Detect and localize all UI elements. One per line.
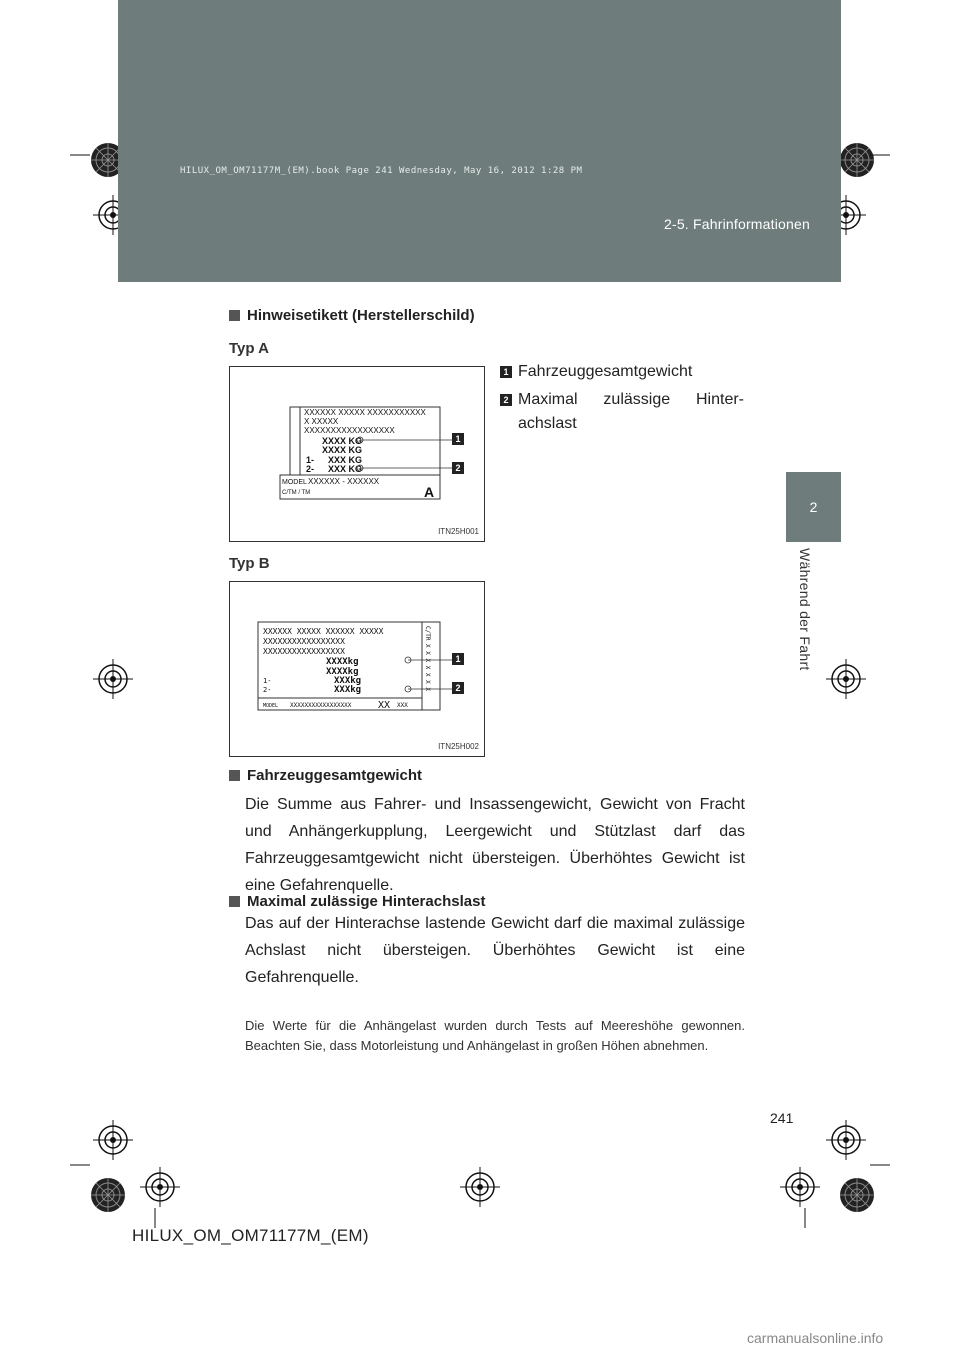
note-text: Die Werte für die Anhängelast wurden durch Tests auf Meereshöhe gewonnen. Beachten Sie, dass Motorleistung und Anhängelast in großen Höhen abnehmen.	[245, 1018, 745, 1053]
registration-mark-icon	[93, 659, 133, 699]
footer-doc-id: HILUX_OM_OM71177M_(EM)	[132, 1226, 369, 1245]
color-target-icon	[91, 1178, 125, 1212]
label-plate-b	[230, 582, 484, 756]
plate-text-line: X XXXXX	[304, 417, 339, 426]
plate-axle-prefix: 2-	[263, 686, 272, 694]
square-bullet-icon	[229, 896, 240, 907]
plate-model-value: XXXXXX - XXXXXX	[308, 477, 380, 486]
registration-mark-icon	[826, 659, 866, 699]
plate-model-xx: XX	[378, 700, 391, 711]
plate-axle-prefix: 1-	[306, 455, 315, 465]
chapter-title: Während der Fahrt	[797, 548, 813, 671]
registration-mark-icon	[93, 1120, 133, 1160]
section-title: 2-5. Fahrinformationen	[663, 216, 810, 232]
label-section-heading: Hinweisetikett (Herstellerschild)	[229, 307, 475, 324]
watermark: carmanualsonline.info	[747, 1330, 884, 1346]
plate-axle-prefix: 2-	[306, 464, 315, 474]
plate-weight-line: XXXX KG	[322, 436, 363, 446]
label-plate-a	[230, 367, 484, 541]
plate-text-line: XXXXXXXXXXXXXXXXX	[304, 426, 395, 435]
plate-model-value: XXXXXXXXXXXXXXXXX	[290, 702, 352, 709]
color-target-icon	[840, 143, 874, 177]
plate-weight-line: XXXkg	[334, 685, 362, 695]
plate-weight-line: XXX KG	[328, 464, 363, 474]
square-bullet-icon	[229, 310, 240, 321]
figure-type-b	[229, 581, 485, 757]
plate-weight-line: XXX KG	[328, 455, 363, 465]
callout-1: 1	[452, 433, 464, 445]
callout-2: 2	[452, 682, 464, 694]
legend-item: 2 Maximal zulässige Hinter-achslast	[500, 388, 744, 436]
callout-1: 1	[452, 653, 464, 665]
plate-weight-line: XXXXkg	[326, 657, 359, 667]
plate-side-code: C/TR X X X X X X X	[424, 626, 431, 692]
color-target-icon	[840, 1178, 874, 1212]
plate-text-line: XXXXXXXXXXXXXXXXX	[263, 647, 345, 656]
plate-text-line: XXXXXX XXXXX XXXXXX XXXXX	[263, 627, 384, 636]
plate-weight-line: XXXXkg	[326, 667, 359, 677]
legend-item: 1 Fahrzeuggesamtgewicht	[500, 360, 744, 384]
registration-mark-icon	[780, 1167, 820, 1207]
figure-code: ITN25H001	[438, 527, 479, 536]
plate-corner-letter: A	[424, 484, 435, 500]
plate-text-line: XXXXXXXXXXXXXXXXX	[263, 637, 345, 646]
plate-text-line: XXXXXX XXXXX XXXXXXXXXXX	[304, 408, 426, 417]
plate-tm-text: C/TM / TM	[282, 490, 311, 496]
plate-axle-prefix: 1-	[263, 677, 272, 685]
figure-legend	[500, 360, 744, 436]
plate-weight-line: XXXX KG	[322, 445, 363, 455]
registration-mark-icon	[140, 1167, 180, 1207]
section-paragraph: Das auf der Hinterachse lastende Gewicht darf die maximal zulässige Achslast nicht übersteigen. Überhöhtes Gewicht ist eine Gefahrenquelle.	[245, 915, 745, 986]
page-header-band	[118, 0, 841, 282]
callout-2: 2	[452, 462, 464, 474]
type-a-label: Typ A	[229, 340, 269, 357]
section-heading: Maximal zulässige Hinterachslast	[229, 893, 485, 910]
type-b-label: Typ B	[229, 555, 270, 572]
plate-weight-line: XXXkg	[334, 676, 362, 686]
registration-mark-icon	[826, 1120, 866, 1160]
figure-type-a	[229, 366, 485, 542]
plate-model-label: MODEL	[263, 703, 279, 709]
figure-code: ITN25H002	[438, 742, 479, 751]
section-paragraph: Die Summe aus Fahrer- und Insassengewicht, Gewicht von Fracht und Anhängerkupplung, Leergewicht und Stützlast darf das Fahrzeuggesamtgewicht nicht übersteigen. Überhöhtes Gewicht ist eine Gefahrenquelle.	[245, 796, 745, 894]
book-info-line: HILUX_OM_OM71177M_(EM).book Page 241 Wednesday, May 16, 2012 1:28 PM	[180, 166, 583, 176]
chapter-tab: 2	[786, 472, 841, 542]
registration-mark-icon	[460, 1167, 500, 1207]
square-bullet-icon	[229, 770, 240, 781]
legend-number: 2	[500, 394, 512, 406]
section-heading: Fahrzeuggesamtgewicht	[229, 767, 422, 784]
page-number: 241	[770, 1110, 794, 1126]
plate-model-label: MODEL	[282, 479, 307, 486]
plate-model-end: XXX	[397, 702, 408, 709]
legend-number: 1	[500, 366, 512, 378]
